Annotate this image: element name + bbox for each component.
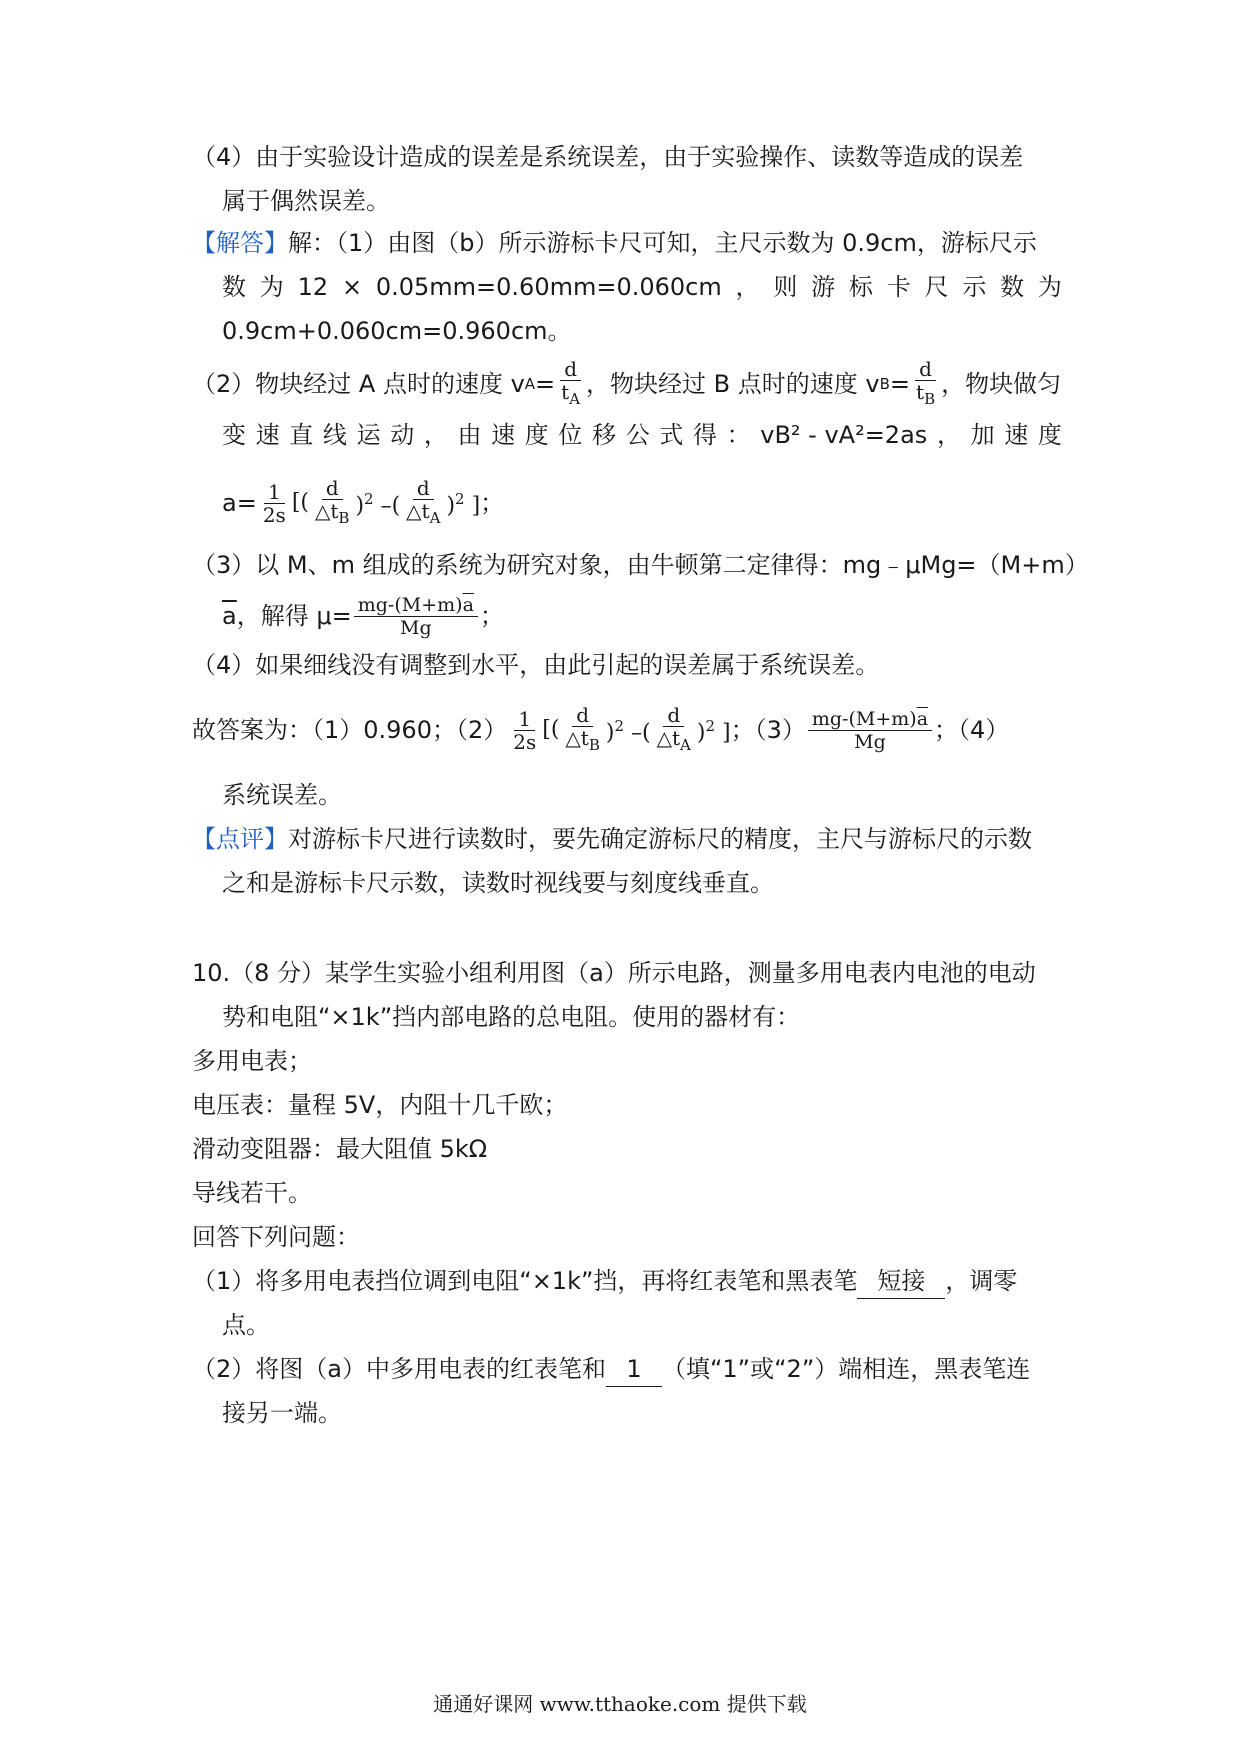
- subscript-a: A: [569, 390, 581, 408]
- acceleration-bar-a: $\overline{a}$: [462, 593, 474, 616]
- justified-word: 变: [222, 421, 246, 449]
- fraction-one-over-2s: [259, 481, 290, 526]
- numerator-text: mg-(M+m): [357, 593, 463, 616]
- fraction-d-over-dtA: [653, 704, 695, 756]
- question10-line2: 势和电阻“×1k”挡内部电路的总电阻。使用的器材有：: [222, 1003, 801, 1031]
- justified-word: 得: [692, 421, 717, 449]
- question10-q2-line1: [192, 1352, 1062, 1387]
- question10-prompt: 回答下列问题：: [192, 1223, 360, 1251]
- justified-word: 式: [659, 421, 684, 449]
- answer-p1-text: 解：（1）由图（b）所示游标卡尺可知，主尺示数为 0.9cm，游标尺示: [288, 229, 1037, 257]
- q2-answer-blank: 1: [606, 1352, 662, 1387]
- equipment-item: 导线若干。: [192, 1179, 312, 1207]
- close-paren-squared: )$^2$ –(: [605, 717, 651, 746]
- answer-p2-text-a: （2）物块经过 A 点时的速度 v: [192, 370, 525, 398]
- question10-line1: 10.（8 分）某学生实验小组利用图（a）所示电路，测量多用电表内电池的电动: [192, 959, 1036, 987]
- justified-word: ：: [726, 421, 751, 449]
- justified-word: ×: [341, 273, 363, 301]
- justified-word: ，: [735, 273, 760, 301]
- q1-answer-blank: 短接: [857, 1264, 945, 1299]
- fraction-d-over-tB: [912, 358, 939, 410]
- fraction-d-over-dtB: [311, 477, 353, 529]
- q1-text-b: ，调零: [945, 1267, 1018, 1295]
- justified-word: 尺: [924, 273, 949, 301]
- justified-word: 则: [773, 273, 798, 301]
- fraction-d-over-tA: [557, 358, 584, 410]
- subscript-b: B: [879, 375, 890, 393]
- answer-p2-text-b: ，物块经过 B 点时的速度 v: [586, 370, 880, 398]
- fraction-numerator: d: [322, 477, 343, 500]
- justified-word: 度: [1037, 421, 1062, 449]
- justified-word: 速: [255, 421, 280, 449]
- justified-word: ，: [936, 421, 961, 449]
- subscript-b: B: [588, 736, 600, 754]
- justified-word: 12: [297, 273, 329, 301]
- close-paren-squared: )$^2$ –(: [355, 490, 401, 519]
- fraction-denominator: Mg: [854, 730, 886, 753]
- fraction-mu-formula: [354, 594, 478, 639]
- fraction-denominator: 2s: [513, 729, 537, 754]
- subscript-b: B: [338, 509, 350, 527]
- justified-word: 线: [322, 421, 347, 449]
- fraction-numerator: d: [915, 358, 936, 381]
- fraction-numerator: d: [663, 704, 684, 727]
- answer-p2-line3-formula: [222, 468, 1092, 538]
- t-symbol: t: [916, 380, 925, 404]
- answer-p3-line2: [222, 588, 1092, 644]
- justified-word: 为: [1037, 273, 1062, 301]
- justified-word: 数: [222, 273, 246, 301]
- fraction-numerator: d: [572, 704, 593, 727]
- fraction-denominator: Mg: [400, 616, 432, 639]
- answer-p2-text-c: ，物块做匀: [941, 370, 1062, 398]
- answer-p2-line1: [192, 356, 1062, 412]
- answer-p3-mid: ，解得 μ=: [236, 602, 352, 630]
- subscript-a: A: [429, 509, 441, 527]
- answer-p4: （4）如果细线没有调整到水平，由此引起的误差属于系统误差。: [192, 651, 880, 679]
- answer-tag: 【解答】: [192, 229, 288, 257]
- fraction-denominator: $\triangle t_B$: [565, 726, 600, 754]
- fraction-one-over-2s: [509, 708, 540, 753]
- answer-p2-line2: [222, 418, 1062, 452]
- analysis-item-4-line2: 属于偶然误差。: [222, 187, 390, 215]
- justified-word: 速: [1004, 421, 1029, 449]
- answer-p1-line2: [222, 270, 1062, 304]
- q1-text-a: （1）将多用电表挡位调到电阻“×1k”挡，再将红表笔和黑表笔: [192, 1267, 858, 1295]
- comment-line2: 之和是游标卡尺示数，读数时视线要与刻度线垂直。: [222, 869, 774, 897]
- subscript-b: B: [924, 390, 936, 408]
- justified-word: 加: [970, 421, 995, 449]
- fraction-denominator: 2s: [262, 502, 286, 527]
- justified-word: 由: [457, 421, 482, 449]
- q2-text-a: （2）将图（a）中多用电表的红表笔和: [192, 1355, 606, 1383]
- page-footer: 通通好课网 www.tthaoke.com 提供下载: [433, 1692, 807, 1716]
- justified-word: 速: [491, 421, 516, 449]
- formula-end-punct: ；: [479, 602, 504, 630]
- justified-word: 0.05mm=0.60mm=0.060cm: [375, 273, 722, 301]
- open-bracket: [(: [542, 717, 560, 742]
- equipment-item: 滑动变阻器：最大阻值 5kΩ: [192, 1135, 488, 1163]
- justified-word: 游: [811, 273, 836, 301]
- justified-word: ，: [423, 421, 448, 449]
- acceleration-bar-a: $\overline{a}$: [916, 707, 929, 730]
- q2-text-b: （填“1”或“2”）端相连，黑表笔连: [661, 1355, 1031, 1383]
- answer-p1-line3: 0.9cm+0.060cm=0.960cm。: [222, 317, 572, 345]
- close-bracket: )$^2$ ]: [696, 717, 731, 746]
- subscript-a: A: [524, 375, 536, 393]
- final-answer-prefix: 故答案为：（1）0.960；（2）: [192, 716, 508, 744]
- equipment-item: 多用电表；: [192, 1047, 312, 1075]
- answer-p3-line1: （3）以 M、m 组成的系统为研究对象，由牛顿第二定律得：mg﹣μMg=（M+m）: [192, 551, 1089, 579]
- comment-tag: 【点评】: [192, 825, 288, 853]
- fraction-numerator: d: [560, 358, 581, 381]
- justified-word: 度: [524, 421, 549, 449]
- acceleration-bar-a: $\overline{a}$: [222, 602, 237, 630]
- question10-q1-line2: 点。: [222, 1311, 270, 1339]
- fraction-d-over-dtB: [561, 704, 603, 756]
- equipment-item: 电压表：量程 5V，内阻十几千欧；: [192, 1091, 568, 1119]
- t-symbol: t: [561, 380, 570, 404]
- close-bracket: )$^2$ ]: [446, 490, 481, 519]
- comment-line1: [192, 822, 1062, 856]
- fraction-denominator: $\triangle t_A$: [406, 499, 441, 527]
- final-answer-line2: 系统误差。: [222, 781, 342, 809]
- analysis-item-4-line1: （4）由于实验设计造成的误差是系统误差，由于实验操作、读数等造成的误差: [192, 143, 1024, 171]
- justified-word: 移: [592, 421, 617, 449]
- justified-word: 位: [558, 421, 583, 449]
- fraction-numerator: d: [413, 477, 434, 500]
- equals-sign: =: [535, 370, 556, 398]
- fraction-mu-formula: [808, 708, 932, 753]
- fraction-denominator: [557, 381, 584, 410]
- justified-word: 为: [259, 273, 284, 301]
- justified-word: 卡: [886, 273, 911, 301]
- final-answer-mid: ；（3）: [730, 716, 806, 744]
- question10-q2-line2: 接另一端。: [222, 1399, 342, 1427]
- fraction-numerator: [354, 594, 478, 617]
- question10-q1-line1: [192, 1264, 1062, 1299]
- numerator-text: mg-(M+m): [811, 707, 917, 730]
- justified-word: 公: [625, 421, 650, 449]
- subscript-a: A: [680, 736, 691, 754]
- final-answer-line1: [192, 694, 1062, 766]
- final-answer-end: ；（4）: [934, 716, 1010, 744]
- fraction-d-over-dtA: [402, 477, 444, 529]
- equals-sign: =: [889, 370, 911, 398]
- justified-word: vB² - vA²=2as: [760, 421, 928, 449]
- justified-word: 数: [1000, 273, 1025, 301]
- answer-p1-line1: [192, 226, 1062, 260]
- fraction-denominator: $\triangle t_A$: [656, 726, 691, 754]
- fraction-denominator: $\triangle t_B$: [315, 499, 350, 527]
- fraction-numerator: 1: [514, 708, 535, 731]
- fraction-numerator: 1: [264, 481, 285, 504]
- formula-a-prefix: a=: [222, 489, 257, 517]
- open-bracket: [(: [291, 490, 309, 515]
- fraction-numerator: [808, 708, 932, 731]
- justified-word: 动: [390, 421, 415, 449]
- justified-word: 运: [356, 421, 381, 449]
- fraction-denominator: [912, 381, 939, 410]
- comment-text: 对游标卡尺进行读数时，要先确定游标尺的精度，主尺与游标尺的示数: [288, 825, 1032, 853]
- formula-end-punct: ；: [480, 489, 505, 517]
- justified-word: 直: [289, 421, 314, 449]
- justified-word: 示: [962, 273, 987, 301]
- justified-word: 标: [848, 273, 873, 301]
